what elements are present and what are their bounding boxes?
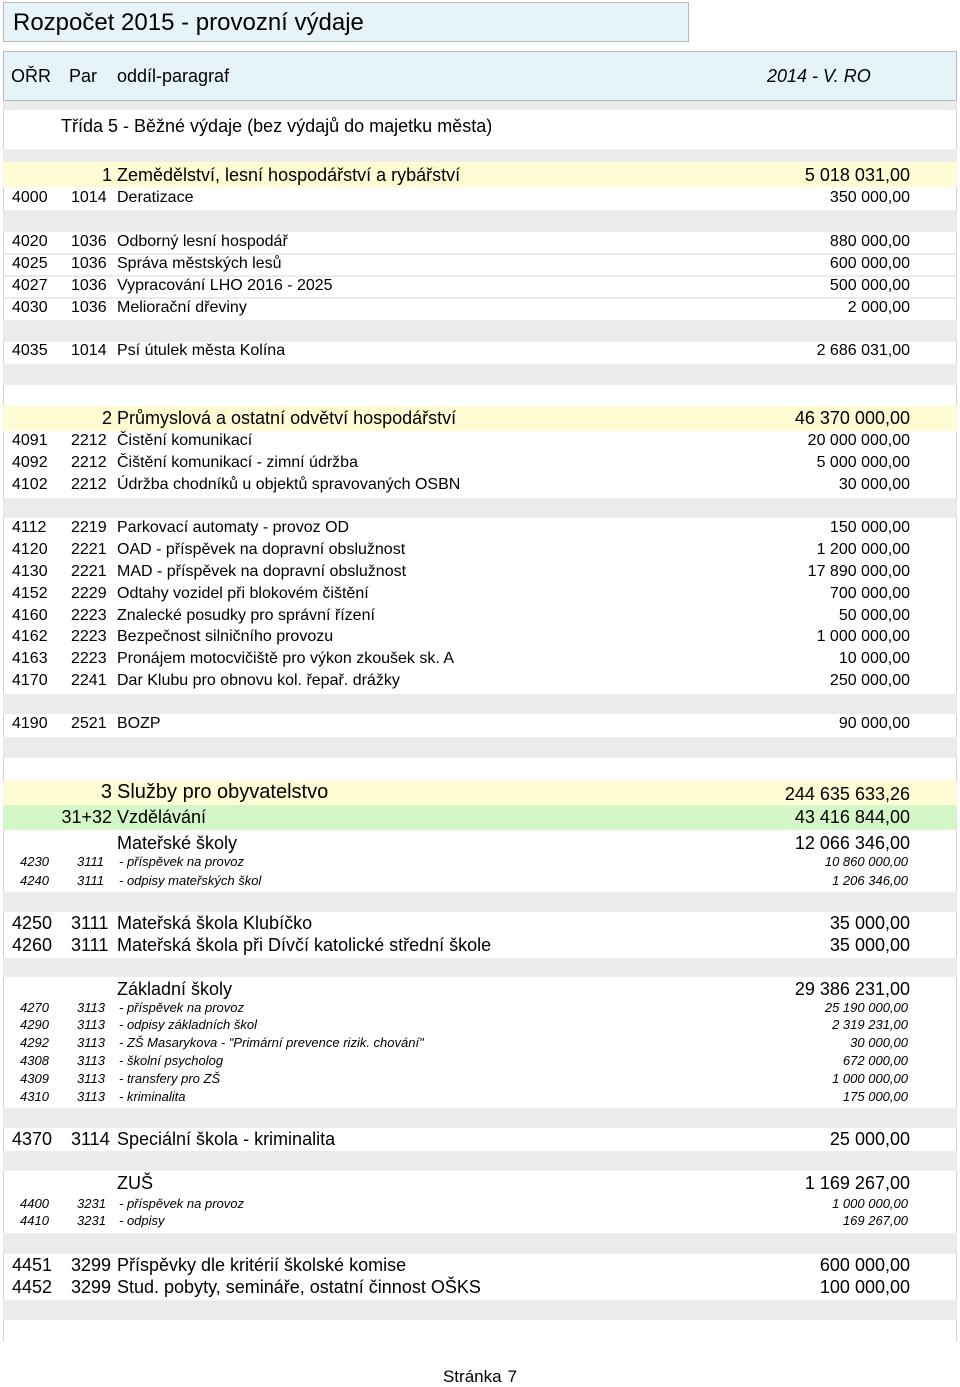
orr-cell: 4092 (12, 454, 48, 471)
orr-cell: 4170 (12, 672, 48, 689)
orr-cell: 4451 (12, 1255, 53, 1275)
par-cell: 2223 (71, 607, 107, 624)
label-cell: Čistění komunikací (117, 432, 253, 449)
amount-cell: 350 000,00 (829, 189, 910, 206)
amount-cell: 1 200 000,00 (816, 541, 910, 558)
par-cell: 3113 (77, 1071, 105, 1086)
orr-cell: 4310 (20, 1089, 49, 1104)
label-cell: BOZP (117, 715, 161, 732)
amount-cell: 500 000,00 (829, 277, 910, 294)
orr-cell: 4240 (20, 873, 49, 888)
par-cell: 3111 (77, 873, 104, 888)
par-cell: 3231 (77, 1213, 106, 1228)
label-cell: Odborný lesní hospodář (117, 233, 288, 250)
section-label: Vzdělávání (117, 807, 207, 827)
par-cell: 2223 (71, 650, 107, 667)
label-cell: Odtahy vozidel při blokovém čištění (117, 585, 369, 602)
label-cell: Pronájem motocvičiště pro výkon zkoušek sk. A (117, 650, 455, 667)
label-cell: - příspěvek na provoz (119, 1000, 245, 1015)
orr-cell: 4102 (12, 476, 48, 493)
label-cell: - příspěvek na provoz (119, 1196, 245, 1211)
spacer-band (3, 1151, 957, 1171)
amount-cell: 2 686 031,00 (816, 342, 910, 359)
orr-cell: 4292 (20, 1035, 49, 1050)
orr-cell: 4163 (12, 650, 48, 667)
amount-cell: 1 000 000,00 (832, 1196, 908, 1211)
section-label: Služby pro obyvatelstvo (117, 781, 329, 803)
label-cell: Bezpečnost silničního provozu (117, 628, 334, 645)
label-cell: Dar Klubu pro obnovu kol. řepař. drážky (117, 672, 400, 689)
page-title: Rozpočet 2015 - provozní výdaje (13, 9, 364, 36)
col-section-header: oddíl-paragraf (117, 66, 230, 86)
par-cell: 3111 (71, 913, 109, 933)
orr-cell: 4290 (20, 1017, 49, 1032)
amount-cell: 10 860 000,00 (824, 854, 908, 869)
amount-cell: 169 267,00 (842, 1213, 908, 1228)
par-cell: 2221 (71, 541, 107, 558)
amount-cell: 30 000,00 (838, 476, 910, 493)
orr-cell: 4027 (12, 277, 48, 294)
page-title-box (3, 2, 689, 42)
par-cell: 2212 (71, 476, 107, 493)
orr-cell: 4120 (12, 541, 48, 558)
spacer-band (3, 694, 957, 714)
orr-cell: 4400 (20, 1196, 49, 1211)
label-cell: Mateřská škola Klubíčko (117, 913, 313, 933)
par-cell: 3113 (77, 1053, 105, 1068)
label-cell: - odpisy základních škol (119, 1017, 258, 1032)
orr-cell: 4152 (12, 585, 48, 602)
label-cell: Parkovací automaty - provoz OD (117, 519, 350, 536)
orr-cell: 4030 (12, 299, 48, 316)
amount-cell: 10 000,00 (838, 650, 910, 667)
subgroup-label: ZUŠ (117, 1173, 153, 1193)
par-cell: 3299 (71, 1255, 112, 1275)
par-cell: 2221 (71, 563, 107, 580)
label-cell: Deratizace (117, 189, 194, 206)
par-cell: 1036 (71, 277, 107, 294)
orr-cell: 4250 (12, 913, 53, 933)
amount-cell: 17 890 000,00 (807, 563, 910, 580)
amount-cell: 25 000,00 (829, 1129, 910, 1149)
orr-cell: 4230 (20, 854, 49, 869)
amount-cell: 250 000,00 (829, 672, 910, 689)
spacer-band (3, 149, 957, 162)
par-cell: 3299 (71, 1277, 112, 1297)
par-cell: 2229 (71, 585, 107, 602)
orr-cell: 4270 (20, 1000, 49, 1015)
spacer-band (3, 958, 957, 977)
section-amount: 5 018 031,00 (804, 165, 910, 185)
orr-cell: 4130 (12, 563, 48, 580)
label-cell: Meliorační dřeviny (117, 299, 247, 316)
orr-cell: 4308 (20, 1053, 49, 1068)
amount-cell: 1 206 346,00 (832, 873, 908, 888)
column-header (3, 51, 957, 101)
label-cell: - odpisy mateřských škol (119, 873, 262, 888)
label-cell: Údržba chodníků u objektů spravovaných OSBN (117, 476, 461, 493)
section-amount: 244 635 633,26 (784, 784, 910, 804)
orr-cell: 4020 (12, 233, 48, 250)
section-amount: 43 416 844,00 (794, 807, 910, 827)
label-cell: Znalecké posudky pro správní řízení (117, 607, 375, 624)
amount-cell: 880 000,00 (829, 233, 910, 250)
amount-cell: 700 000,00 (829, 585, 910, 602)
par-cell: 2521 (71, 715, 107, 732)
label-cell: Správa městských lesů (117, 255, 282, 272)
subgroup-amount: 1 169 267,00 (804, 1173, 910, 1193)
orr-cell: 4309 (20, 1071, 49, 1086)
amount-cell: 600 000,00 (829, 255, 910, 272)
page-label: Stránka (442, 1367, 502, 1386)
par-cell: 1014 (71, 189, 107, 206)
amount-cell: 2 319 231,00 (832, 1017, 908, 1032)
amount-cell: 175 000,00 (842, 1089, 908, 1104)
amount-cell: 150 000,00 (829, 519, 910, 536)
label-cell: Psí útulek města Kolína (117, 342, 286, 359)
orr-cell: 4162 (12, 628, 48, 645)
label-cell: Příspěvky dle kritérií školské komise (117, 1255, 407, 1275)
section-number: 3 (100, 781, 112, 803)
orr-cell: 4452 (12, 1277, 53, 1297)
spacer-band (3, 737, 957, 758)
par-cell: 2223 (71, 628, 107, 645)
spacer-band (3, 1300, 957, 1320)
label-cell: OAD - příspěvek na dopravní obslužnost (117, 541, 406, 558)
spacer-band (3, 101, 957, 110)
page-number: 7 (507, 1367, 518, 1386)
orr-cell: 4410 (20, 1213, 49, 1228)
spacer-band (3, 1108, 957, 1128)
section-label: Průmyslová a ostatní odvětví hospodářství (117, 408, 457, 428)
par-cell: 2212 (71, 432, 107, 449)
par-cell: 2241 (71, 672, 107, 689)
spacer-band (3, 320, 957, 342)
amount-cell: 1 000 000,00 (832, 1071, 908, 1086)
par-cell: 1036 (71, 255, 107, 272)
par-cell: 3231 (77, 1196, 106, 1211)
subgroup-amount: 12 066 346,00 (794, 833, 910, 853)
label-cell: Stud. pobyty, semináře, ostatní činnost OŠKS (117, 1277, 481, 1297)
label-cell: Speciální škola - kriminalita (117, 1129, 336, 1149)
amount-cell: 1 000 000,00 (816, 628, 910, 645)
par-cell: 1036 (71, 299, 107, 316)
subgroup-label: Základní školy (117, 979, 233, 999)
subgroup-label: Mateřské školy (117, 833, 238, 853)
spacer-band (3, 498, 957, 518)
label-cell: - kriminalita (119, 1089, 186, 1104)
label-cell: - školní psycholog (119, 1053, 224, 1068)
par-cell: 2212 (71, 454, 107, 471)
par-cell: 3113 (77, 1035, 105, 1050)
orr-cell: 4035 (12, 342, 48, 359)
orr-cell: 4112 (12, 519, 47, 536)
par-cell: 3114 (71, 1129, 110, 1149)
label-cell: - ZŠ Masarykova - "Primární prevence rizik. chování" (119, 1035, 424, 1050)
spacer-band (3, 892, 957, 912)
label-cell: Čištění komunikací - zimní údržba (117, 454, 358, 471)
spacer-band (3, 1233, 957, 1254)
section-amount: 46 370 000,00 (794, 408, 910, 428)
amount-cell: 25 190 000,00 (824, 1000, 908, 1015)
amount-cell: 600 000,00 (819, 1255, 910, 1275)
orr-cell: 4190 (12, 715, 48, 732)
par-cell: 3111 (71, 935, 109, 955)
label-cell: Vypracování LHO 2016 - 2025 (117, 277, 333, 294)
orr-cell: 4260 (12, 935, 53, 955)
orr-cell: 4000 (12, 189, 48, 206)
amount-cell: 20 000 000,00 (807, 432, 910, 449)
amount-cell: 100 000,00 (819, 1277, 910, 1297)
par-cell: 3111 (77, 854, 104, 869)
label-cell: Mateřská škola při Dívčí katolické střední škole (117, 935, 492, 955)
par-cell: 3113 (77, 1000, 105, 1015)
amount-cell: 35 000,00 (829, 913, 910, 933)
label-cell: MAD - příspěvek na dopravní obslužnost (117, 563, 407, 580)
par-cell: 1014 (71, 342, 107, 359)
amount-cell: 50 000,00 (838, 607, 910, 624)
amount-cell: 30 000,00 (850, 1035, 908, 1050)
col-par-header: Par (69, 66, 98, 86)
section-number: 2 (101, 408, 112, 428)
col-orr-header: OŘR (11, 66, 51, 86)
par-cell: 3113 (77, 1089, 105, 1104)
amount-cell: 90 000,00 (838, 715, 910, 732)
page-footer (0, 1367, 960, 1387)
amount-cell: 5 000 000,00 (816, 454, 910, 471)
section-number: 1 (101, 165, 112, 185)
par-cell: 2219 (71, 519, 107, 536)
section-label: Zemědělství, lesní hospodářství a rybářství (117, 165, 461, 185)
orr-cell: 4091 (12, 432, 48, 449)
col-value-header: 2014 - V. RO (767, 66, 871, 86)
spacer-band (3, 364, 957, 385)
orr-cell: 4025 (12, 255, 48, 272)
label-cell: - příspěvek na provoz (119, 854, 245, 869)
orr-cell: 4160 (12, 607, 48, 624)
label-cell: - transfery pro ZŠ (119, 1071, 221, 1086)
section-number: 31+32 (61, 807, 112, 827)
label-cell: - odpisy (119, 1213, 165, 1228)
par-cell: 1036 (71, 233, 107, 250)
amount-cell: 35 000,00 (829, 935, 910, 955)
subgroup-amount: 29 386 231,00 (794, 979, 910, 999)
amount-cell: 2 000,00 (847, 299, 910, 316)
spacer-band (3, 210, 957, 232)
amount-cell: 672 000,00 (842, 1053, 908, 1068)
class-title: Třída 5 - Běžné výdaje (bez výdajů do majetku města) (61, 116, 493, 136)
par-cell: 3113 (77, 1017, 105, 1032)
orr-cell: 4370 (12, 1129, 53, 1149)
